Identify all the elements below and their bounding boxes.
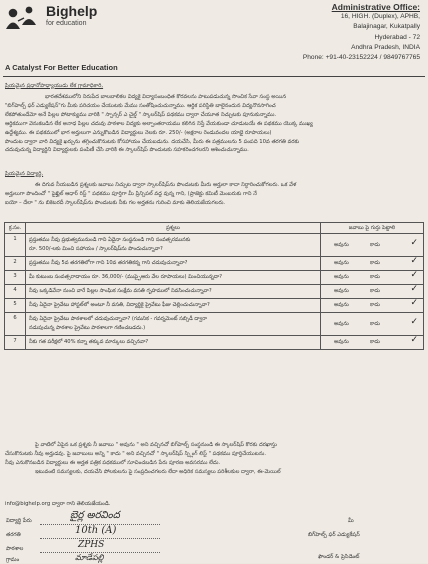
checkmark-icon: ✓ (410, 256, 418, 266)
office-line: Balajinagar, Kukatpally (353, 23, 420, 31)
student-paragraph (5, 181, 423, 208)
row-number: 4 (5, 285, 26, 299)
question-text: నడుపుచున్న పాఠశాల ప్రైవేటు పాఠశాలగా గణించబడదు.) (29, 325, 146, 331)
bighelp-logo-icon (5, 4, 43, 30)
question-text: నీవు ఏదైనా ప్రైవేటు పాఠశాలలో చదువుచున్నావా? (గమనిక - గవర్నమెంట్ సబ్సిడీ ద్వారా (29, 316, 208, 322)
answer-yes-option[interactable]: అవును (334, 274, 349, 280)
answer-cell (321, 313, 424, 336)
table-row (5, 257, 424, 271)
answer-yes-option[interactable]: అవును (334, 320, 349, 327)
closing-paragraph (5, 441, 423, 477)
row-number: 7 (5, 336, 26, 350)
answer-no-option[interactable]: కాదు (370, 260, 380, 266)
question-text: ప్రస్తుతము నీవు ప్రభుత్వమునుండి గాని ఏదైనా సంస్థనుండి గాని సంవత్సరమునకు (29, 237, 191, 243)
table-row (5, 234, 424, 257)
answer-yes-option[interactable]: అవును (334, 302, 349, 308)
school-handwritten: ZPHS (78, 540, 105, 550)
paragraph-line: ఆర్థికముగా వెనుకబడిన లేక అనాధ పిల్లల చదువు పాఠశాల విద్యకు అల్పాంతరాయము కలిగిన నిస్తే వేయకుండా చూడుటయే ఈ పథకము యొక్క ముఖ్య (5, 120, 313, 127)
office-line: Andhra Pradesh, INDIA (351, 43, 420, 51)
column-header-answer: జవాబు పై గుర్తు పెట్టాలి (321, 223, 424, 234)
answer-no-option[interactable]: కాదు (370, 274, 380, 280)
place-handwritten: మాడేపల్లి (75, 553, 104, 562)
place-label: గ్రామం (6, 557, 20, 563)
office-address-block (303, 2, 420, 63)
question-text: నీవు ఒక్కడివేనా నుంచి వారే పిల్లల సాంఘిక సంక్షేమ వసతి గృహములో నివసించుచున్నావా? (29, 288, 212, 294)
paragraph-line: నీవు ఎనుకొనబడిన విద్యార్థులు ఈ అర్హత పత్రిక పథకములో సూచించబడిన పేరు పూరణ అవసరము లేదు. (5, 459, 221, 466)
checkmark-icon: ✓ (410, 284, 418, 294)
paragraph-line: అర్హులుగా పొందించో " పైఖ్హిల్ ఆధార్ రిస్ట్ " పథకము పూర్తిగా మీ ప్రిన్సిపల్ వద్ద వున్న గాని, (ప్రాజెక్టు కమిటీ మెంబరుకు గాని నే (5, 190, 257, 197)
eligibility-questions-table (4, 222, 424, 350)
question-text: రూ. 500/-లకు మించి సహాయం / స్కాలర్‌షిప్‌ను పొందుచున్నావా? (29, 246, 163, 252)
paragraph-line: చేసుకొనుటకు నీవు అర్హుడవు. పై జవాబులు అన్ని " కాదు " అని వచ్చినచో " స్కాలర్‌షిప్ స్ప్లింగ్ లిస్ట్ " పథకము పూర్తిచేయుటను. (5, 450, 267, 457)
school-label: పాఠశాల (6, 546, 24, 552)
question-text: ప్రస్తుతము నీవు 5వ తరగతిలోగా గాని 10వ తరగతికన్న గాని చదువుచున్నావా? (29, 260, 188, 266)
answer-cell (321, 257, 424, 271)
row-number: 5 (5, 299, 26, 313)
paragraph-line: ఉద్దేశ్యము. ఈ పథకములో భాగ అర్హులుగా ఎన్నుకొబడిన విద్యార్థులు నెలకు రూ. 250/- (అక్షరాల రెండువందల యాభై రూపాయలు) (5, 129, 272, 136)
tagline: A Catalyst For Better Education (5, 63, 118, 72)
answer-yes-option[interactable]: అవును (334, 260, 349, 266)
answer-cell (321, 271, 424, 285)
column-header-questions: ప్రశ్నలు (26, 223, 321, 234)
table-row (5, 313, 424, 336)
table-row (5, 299, 424, 313)
paragraph-line: పై వాటిలో ఏపైన ఒక ప్రశ్నకు నీ జవాబు " అవును " అని వచ్చినచో బిగ్‌హెల్ప్ సంస్థనుండి ఈ స్కాలర్‌షిప్ కొరకు దరఖాస్తు (35, 442, 277, 448)
question-cell (26, 336, 321, 350)
answer-yes-option[interactable]: అవును (334, 241, 349, 248)
question-text: నీకు గత పరీక్షలో 40% కన్నా తక్కువ మార్కులు వచ్చినవా? (29, 339, 149, 345)
table-row (5, 271, 424, 285)
question-cell (26, 299, 321, 313)
column-header-serial: క్ర.సం. (5, 223, 26, 234)
greeting-student: ప్రియమైన విద్యార్థి, (5, 171, 44, 177)
answer-cell (321, 299, 424, 313)
checkmark-icon: ✓ (410, 298, 418, 308)
row-number: 2 (5, 257, 26, 271)
answer-cell (321, 234, 424, 257)
question-cell (26, 257, 321, 271)
answer-no-option[interactable]: కాదు (370, 241, 380, 248)
row-number: 3 (5, 271, 26, 285)
question-cell (26, 234, 321, 257)
office-phone: Phone: +91-40-23152224 / 9849767765 (302, 54, 420, 62)
intro-paragraph (5, 93, 423, 155)
yours-label: మీ (348, 518, 354, 524)
office-line: Hyderabad - 72 (374, 33, 420, 41)
organization-name: బిగ్‌హెల్ప్ ఫర్ ఎడ్యుకేషన్ (308, 532, 360, 538)
class-handwritten: 10th (A) (75, 525, 117, 536)
answer-cell (321, 285, 424, 299)
table-header-row (5, 223, 424, 234)
answer-no-option[interactable]: కాదు (370, 339, 380, 345)
answer-no-option[interactable]: కాదు (370, 288, 380, 294)
question-cell (26, 271, 321, 285)
header-divider (3, 76, 425, 77)
table-row (5, 285, 424, 299)
answer-no-option[interactable]: కాదు (370, 320, 380, 327)
paragraph-line: చదువుచున్న విద్యార్థిని విద్యార్థులకు పంపిణీ చేసి వారికి ఈ స్కాలర్‌షిప్ పొందుటకు సహకరించగలరని ఆశించుచున్నాము. (5, 147, 249, 154)
founder-title: ఫౌండర్ & ప్రెసిడెంట్ (318, 554, 360, 560)
checkmark-icon: ✓ (410, 316, 418, 327)
paragraph-line: పొందుట ద్వారా వారి విద్యకై ఖర్చును తగ్గించుకొనుటకు కోసహాయం చేయబడును. దయచేసి, మీరు ఈ పత్రములను 5 పంపది 10వ తరగతి వరకు (5, 138, 300, 145)
question-cell (26, 285, 321, 299)
answer-no-option[interactable]: కాదు (370, 302, 380, 308)
paragraph-line: ఐయో – దేలా " ను బికెటరదీ స్కాలర్‌షిప్‌ను పొందుటకు నీకు గల అర్హతను గురించి మాకు తెలియజేయగలరు. (5, 199, 226, 206)
brand-subtitle: for education (46, 20, 87, 27)
table-row (5, 336, 424, 350)
row-number: 6 (5, 313, 26, 336)
question-text: మీ కుటుంబ సంవత్సరాదాయం రూ. 36,000/- (ముప్పైఆరు వేల రూపాయలు) మించియున్నదా? (29, 274, 223, 280)
answer-cell (321, 336, 424, 350)
student-name-handwritten: బైర్ల అరవింద (70, 510, 120, 521)
question-cell (26, 313, 321, 336)
paragraph-line: ఇటువంటి సమస్యలకు, దయచేసి పోలకులను పై సంప్రదించగలరు లేదా అధిరిక సమస్యలు పరిశీలకుల ద్వారా, ఈ-మెయిల్ (35, 468, 281, 475)
greeting-headmaster: ప్రియమైన ప్రధానోపాధ్యాయుడు లేక గ్రామాధికారి, (5, 83, 104, 89)
answer-yes-option[interactable]: అవును (334, 339, 349, 345)
checkmark-icon: ✓ (410, 270, 418, 280)
question-text: నీవు ఏదైనా ప్రైవేటు హాస్టల్‌లో అంటూ నీ వసతి, విద్యార్థికై ప్రైవేటు ఫీజు చెల్లించుచున్నావా? (29, 302, 210, 308)
checkmark-icon: ✓ (410, 335, 418, 345)
office-line: 16, HIGH. (Duplex), APHB, (340, 13, 420, 20)
answer-yes-option[interactable]: అవును (334, 288, 349, 294)
email-line: info@bighelp.org ద్వారా గాని తెలియజేయండి. (5, 501, 111, 507)
paragraph-line: "బిగ్‌హెల్ప్ ఫర్ ఎడ్యుకేషన్"గు మీకు పరిచయం చేయుటకు మేము సంతోషించుచున్నాము. ఆర్థిక పరిస్థితి బాలైనందున విద్యనొనసాగించ (5, 102, 276, 109)
brand-name: Bighelp (46, 3, 98, 19)
student-name-label: విద్యార్థి పేరు (6, 518, 32, 524)
class-label: తరగతి (6, 532, 21, 538)
paragraph-line: భారతదేశములోని నిరుపేద బాలబాలికల విద్యకై విద్యాసంబంధిత కొరవలను పాటుపడుచున్న సొంచిక సేవా సంస్థ అయిన (45, 94, 287, 100)
checkmark-icon: ✓ (410, 237, 418, 248)
office-title: Administrative Office: (331, 2, 420, 12)
class-line (40, 538, 160, 539)
row-number: 1 (5, 234, 26, 257)
paragraph-line: లేకపోతుందేమో అనే పిల్లల పోటాక్యుము వారికి " స్పాన్సర్ ఎ చైల్డ్ " స్కాలర్‌షిప్ పథకము ద్వారా చేయూత నిచ్చుటకు పూనుకున్నాము. (5, 111, 277, 118)
paragraph-line: ఈ దిగువ నీయబడిన ప్రశ్నలకు జవాబు నిచ్చుట ద్వారా స్కాలర్‌షిప్‌ను పొందుటకు మీరు అర్హులా కాదా నిర్ధారించుకోగలరు. ఒక వేళ (35, 182, 297, 188)
